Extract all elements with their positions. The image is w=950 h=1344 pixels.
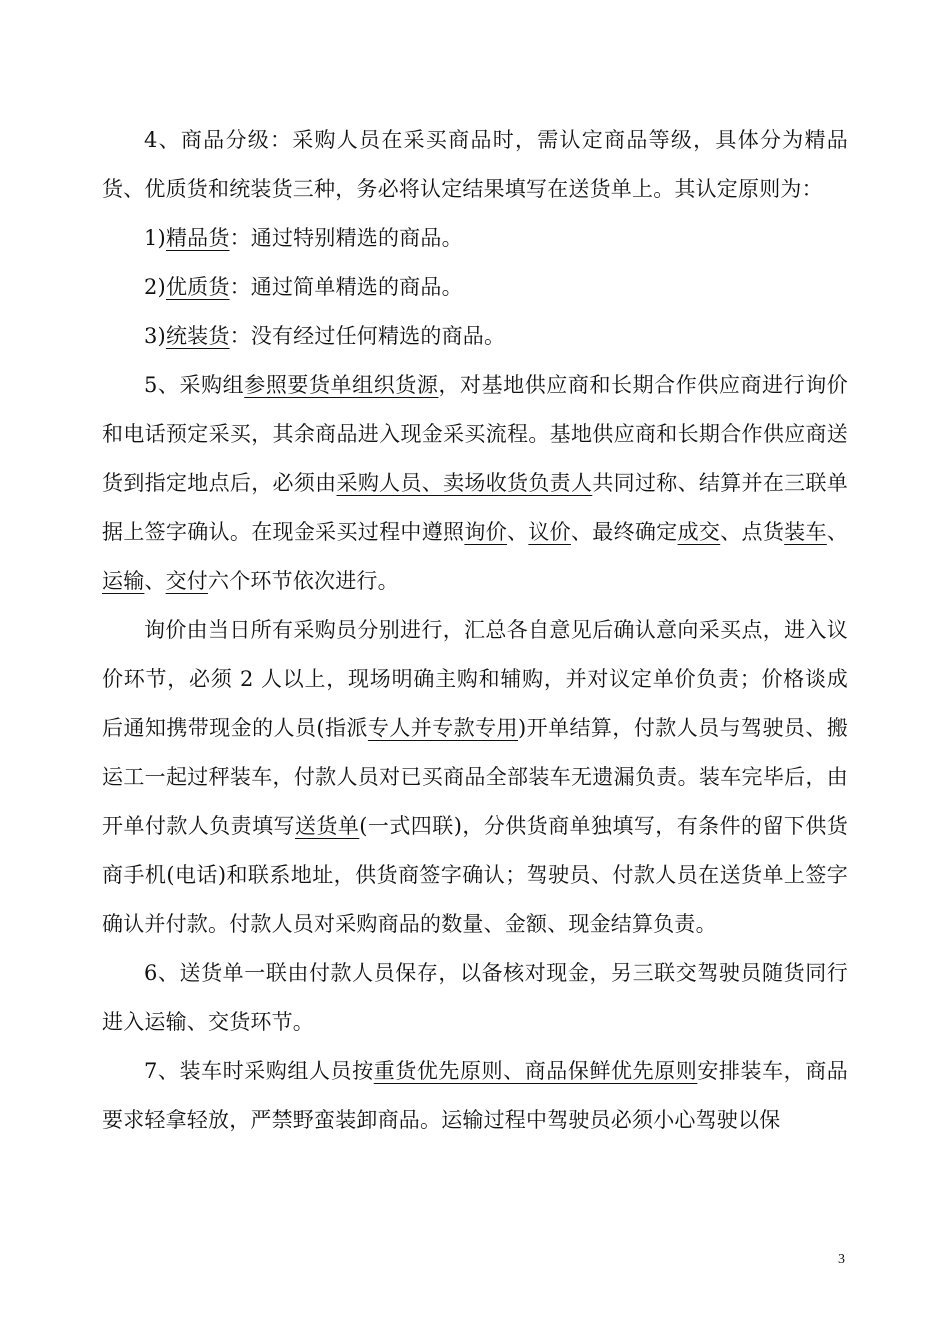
page-number: 3 bbox=[838, 1252, 845, 1267]
text-run: 、点货 bbox=[720, 520, 785, 544]
text-run: (一式四联)，分供货商单独填写，有条件的留下供货商手机(电话)和联系地址，供货商签字确认；驾驶员、付款人员在送货单上签字确认并付款。付款人员对采购商品的数量、金额、现金结算负责。 bbox=[102, 814, 848, 936]
paragraph-p-6 bbox=[102, 949, 848, 1047]
paragraph-p-4 bbox=[102, 116, 848, 214]
text-run: 3) bbox=[144, 324, 166, 348]
document-body bbox=[102, 116, 848, 1145]
underlined-term: 精品货 bbox=[165, 226, 230, 250]
underlined-term: 议价 bbox=[528, 520, 571, 544]
text-run: )开单结算，付款人员与驾驶员、搬运工一起过秤装车，付款人员对已买商品全部装车无遗漏负责。装车完毕后，由开单付款人负责填写 bbox=[102, 716, 848, 838]
paragraph-p-4-3 bbox=[102, 312, 848, 361]
text-run: ：通过特别精选的商品。 bbox=[229, 226, 463, 250]
underlined-term: 交付 bbox=[165, 569, 209, 593]
text-run: 、 bbox=[144, 569, 166, 593]
paragraph-p-4-2 bbox=[102, 263, 848, 312]
underlined-term: 重货优先原则、商品保鲜优先原则 bbox=[373, 1059, 698, 1083]
text-run: 2) bbox=[144, 275, 166, 299]
text-run: 六个环节依次进行。 bbox=[208, 569, 399, 593]
paragraph-p-inquiry bbox=[102, 606, 848, 949]
underlined-term: 询价 bbox=[464, 520, 508, 544]
underlined-term: 专人并专款专用 bbox=[367, 716, 518, 740]
underlined-term: 送货单 bbox=[294, 814, 360, 838]
text-run: ：没有经过任何精选的商品。 bbox=[229, 324, 506, 348]
text-run: 7、装车时采购组人员按 bbox=[144, 1059, 374, 1083]
underlined-term: 运输 bbox=[102, 569, 145, 593]
underlined-term: 参照要货单组织货源 bbox=[244, 373, 439, 397]
underlined-term: 采购人员、卖场收货负责人 bbox=[336, 471, 593, 495]
text-run: 共同过称、结算并在三联单据上签字确认。在现金采买过程中遵照 bbox=[102, 471, 849, 544]
paragraph-p-4-1 bbox=[102, 214, 848, 263]
underlined-term: 统装货 bbox=[165, 324, 230, 348]
text-run: 、最终确定 bbox=[570, 520, 678, 544]
text-run: 询价由当日所有采购员分别进行，汇总各自意见后确认意向采买点，进入议价环节，必须 2 人以上，现场明确主购和辅购，并对议定单价负责；价格谈成后通知携带现金的人员(指派 bbox=[102, 618, 848, 740]
text-run: 4、商品分级：采购人员在采买商品时，需认定商品等级，具体分为精品货、优质货和统装货三种，务必将认定结果填写在送货单上。其认定原则为： bbox=[102, 128, 848, 201]
text-run: 、 bbox=[507, 520, 529, 544]
text-run: 安排装车，商品要求轻拿轻放，严禁野蛮装卸商品。运输过程中驾驶员必须小心驾驶以保 bbox=[102, 1059, 848, 1132]
text-run: 、 bbox=[826, 520, 849, 544]
text-run: 5、采购组 bbox=[144, 373, 245, 397]
text-run: ，对基地供应商和长期合作供应商进行询价和电话预定采买，其余商品进入现金采买流程。基地供应商和长期合作供应商送货到指定地点后，必须由 bbox=[102, 373, 848, 495]
text-run: 6、送货单一联由付款人员保存，以备核对现金，另三联交驾驶员随货同行进入运输、交货环节。 bbox=[102, 961, 848, 1034]
text-run: 1) bbox=[144, 226, 166, 250]
underlined-term: 优质货 bbox=[165, 275, 230, 299]
paragraph-p-5 bbox=[102, 361, 848, 606]
underlined-term: 成交 bbox=[677, 520, 721, 544]
paragraph-p-7 bbox=[102, 1047, 848, 1145]
underlined-term: 装车 bbox=[784, 520, 827, 544]
text-run: ：通过简单精选的商品。 bbox=[229, 275, 463, 299]
